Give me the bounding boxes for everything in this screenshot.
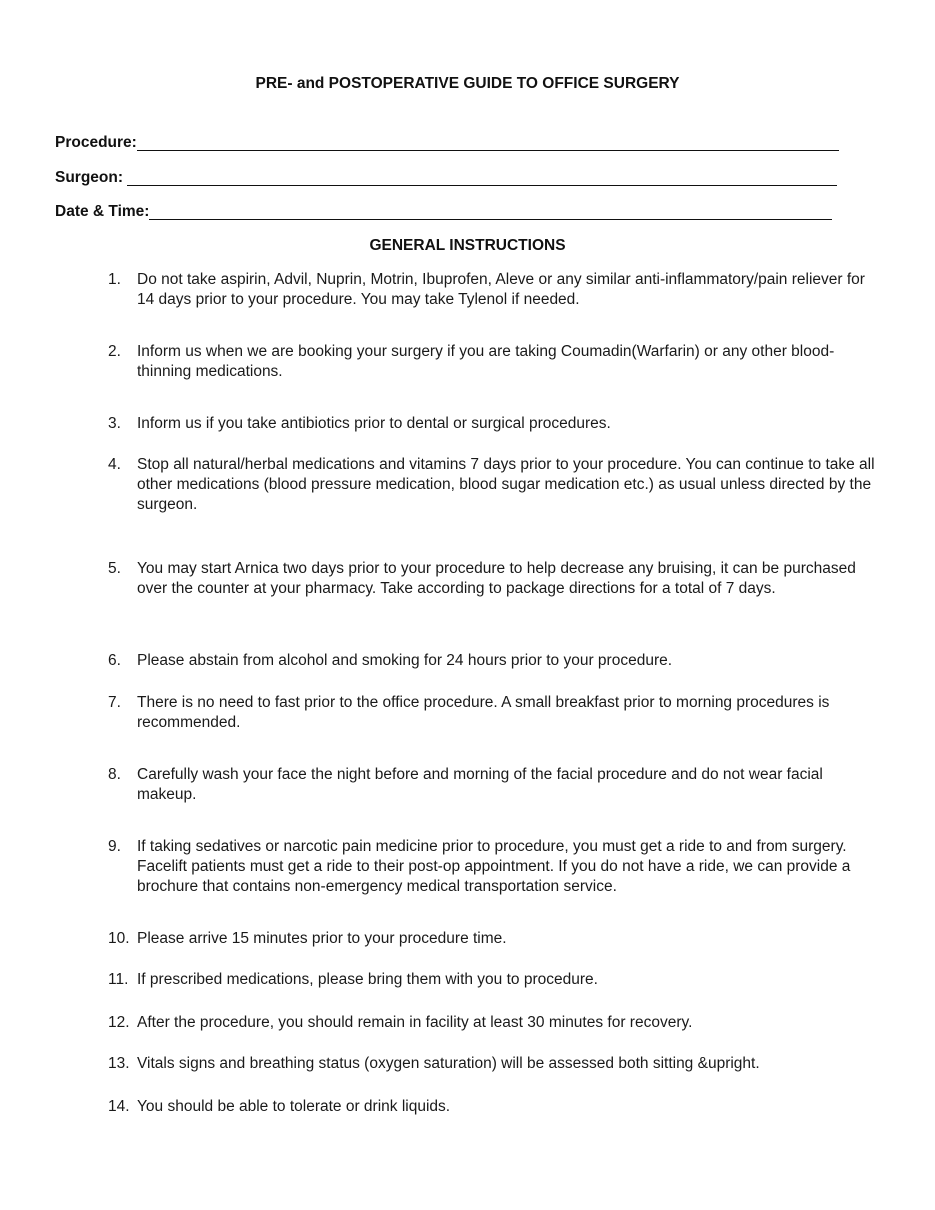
list-item-text: Stop all natural/herbal medications and vitamins 7 days prior to your procedure. You can continue to take all other medications (blood pressure medication, blood sugar medication etc.) as usual unless directed by the surgeon. [137,456,875,513]
list-item-number: 6. [108,652,121,669]
procedure-label: Procedure: [55,134,137,151]
list-item [108,559,883,599]
document-title: PRE- and POSTOPERATIVE GUIDE TO OFFICE SURGERY [255,75,680,92]
list-item-number: 13. [108,1055,130,1072]
list-item [108,414,883,434]
date-time-label: Date & Time: [55,203,150,220]
list-item [108,270,883,310]
list-item-number: 2. [108,343,121,360]
list-item [108,1013,883,1033]
list-item [108,455,883,515]
list-item-number: 10. [108,930,130,947]
list-item-number: 14. [108,1098,130,1115]
list-item-text: If taking sedatives or narcotic pain medicine prior to procedure, you must get a ride to and from surgery. Facelift patients must get a ride to their post-op appointment. If you do not have a ride, we can provide a brochure that contains non-emergency medical transportation service. [137,838,851,895]
procedure-field [55,134,839,152]
list-item-text: Please abstain from alcohol and smoking for 24 hours prior to your procedure. [137,652,673,669]
date-time-field [55,203,832,221]
list-item-text: After the procedure, you should remain in facility at least 30 minutes for recovery. [137,1014,693,1031]
list-item [108,765,883,805]
list-item [108,1097,883,1117]
list-item [108,693,883,733]
list-item [108,970,883,990]
list-item-text: You should be able to tolerate or drink liquids. [137,1098,451,1115]
list-item [108,342,883,382]
surgeon-line[interactable] [127,171,837,186]
date-time-line[interactable] [149,205,832,220]
list-item-text: Inform us when we are booking your surgery if you are taking Coumadin(Warfarin) or any other blood-thinning medications. [137,343,835,380]
surgeon-field [55,169,837,187]
list-item-number: 4. [108,456,121,473]
list-item [108,651,883,671]
list-item-number: 7. [108,694,121,711]
list-item-text: Please arrive 15 minutes prior to your procedure time. [137,930,507,947]
list-item-number: 8. [108,766,121,783]
section-title: GENERAL INSTRUCTIONS [369,237,566,254]
list-item [108,1054,883,1074]
surgeon-label: Surgeon: [55,169,124,186]
list-item-number: 12. [108,1014,130,1031]
list-item-number: 11. [108,971,129,988]
list-item-text: Carefully wash your face the night before and morning of the facial procedure and do not wear facial makeup. [137,766,823,803]
procedure-line[interactable] [137,136,839,151]
list-item-number: 9. [108,838,121,855]
list-item-text: You may start Arnica two days prior to your procedure to help decrease any bruising, it can be purchased over the counter at your pharmacy. Take according to package directions for a total of 7 days. [137,560,856,597]
list-item-number: 3. [108,415,121,432]
list-item-number: 1. [108,271,121,288]
list-item-text: There is no need to fast prior to the office procedure. A small breakfast prior to morning procedures is recommended. [137,694,830,731]
list-item-text: Inform us if you take antibiotics prior to dental or surgical procedures. [137,415,611,432]
list-item-number: 5. [108,560,121,577]
list-item [108,837,883,897]
list-item-text: If prescribed medications, please bring them with you to procedure. [137,971,598,988]
list-item-text: Do not take aspirin, Advil, Nuprin, Motrin, Ibuprofen, Aleve or any similar anti-inflammatory/pain reliever for 14 days prior to your procedure. You may take Tylenol if needed. [137,271,865,308]
list-item-text: Vitals signs and breathing status (oxygen saturation) will be assessed both sitting &upright. [137,1055,760,1072]
list-item [108,929,883,949]
